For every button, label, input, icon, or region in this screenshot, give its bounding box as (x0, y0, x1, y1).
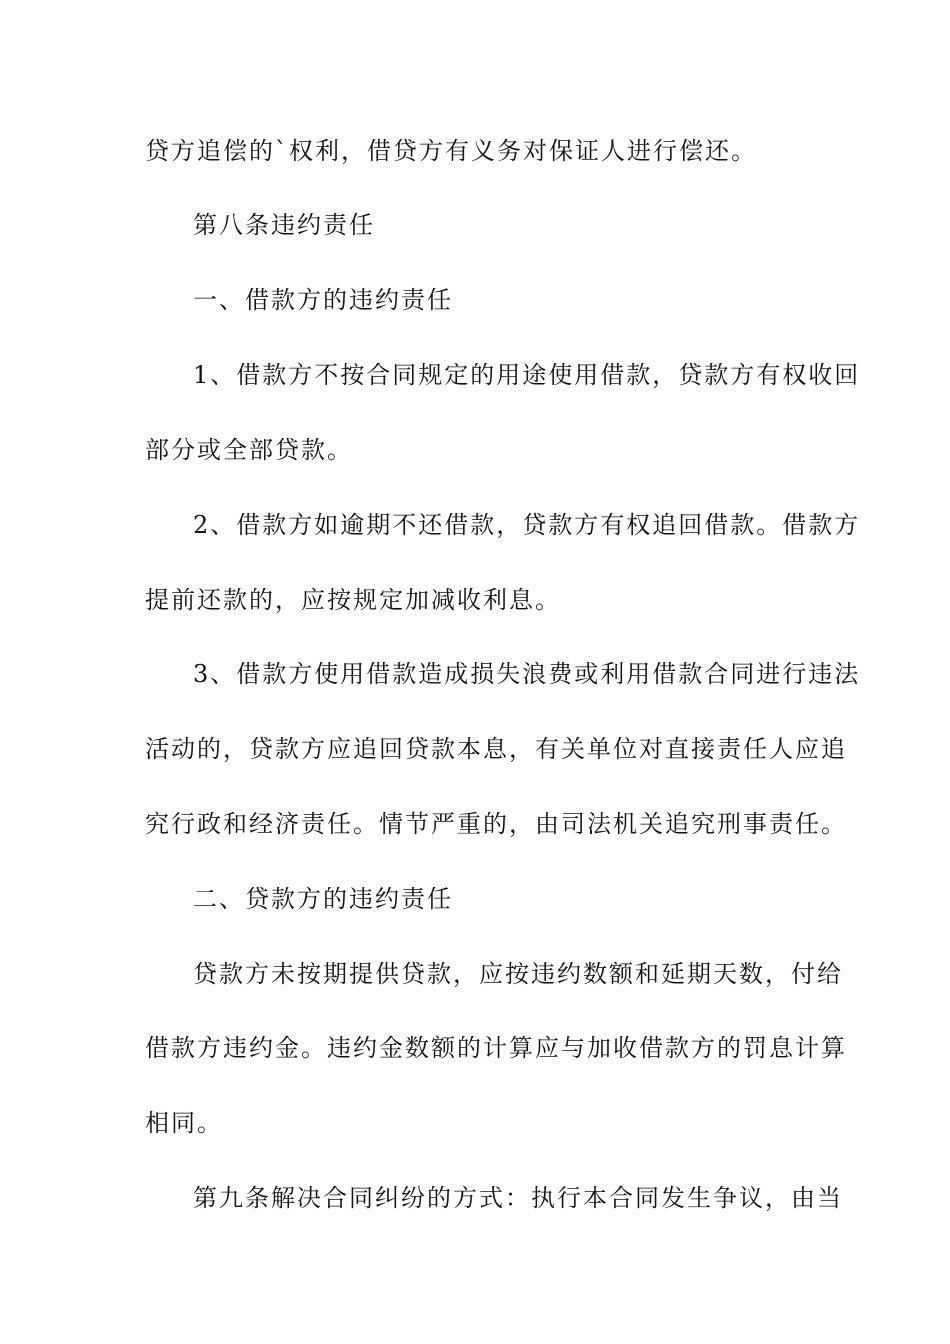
paragraph-line: 贷方追偿的`权利，借贷方有义务对保证人进行偿还。 (145, 137, 757, 165)
article-heading: 第八条违约责任 (193, 211, 375, 239)
paragraph-line: 究行政和经济责任。情节严重的，由司法机关追究刑事责任。 (145, 810, 847, 838)
section-heading: 二、贷款方的违约责任 (193, 885, 453, 913)
paragraph-line: 相同。 (145, 1109, 223, 1137)
paragraph-line: 贷款方未按期提供贷款，应按违约数额和延期天数，付给 (193, 960, 843, 988)
paragraph-line: 活动的，贷款方应追回贷款本息，有关单位对直接责任人应追 (145, 735, 847, 763)
paragraph-line: 1、借款方不按合同规定的用途使用借款，贷款方有权收回 (193, 361, 861, 389)
paragraph-line: 部分或全部贷款。 (145, 436, 353, 464)
paragraph-line: 2、借款方如逾期不还借款，贷款方有权追回借款。借款方 (193, 511, 861, 539)
paragraph-line: 3、借款方使用借款造成损失浪费或利用借款合同进行违法 (193, 660, 861, 688)
article-heading: 第九条解决合同纠纷的方式：执行本合同发生争议，由当 (193, 1184, 843, 1212)
section-heading: 一、借款方的违约责任 (193, 286, 453, 314)
paragraph-line: 借款方违约金。违约金数额的计算应与加收借款方的罚息计算 (145, 1034, 847, 1062)
paragraph-line: 提前还款的，应按规定加减收利息。 (145, 586, 561, 614)
